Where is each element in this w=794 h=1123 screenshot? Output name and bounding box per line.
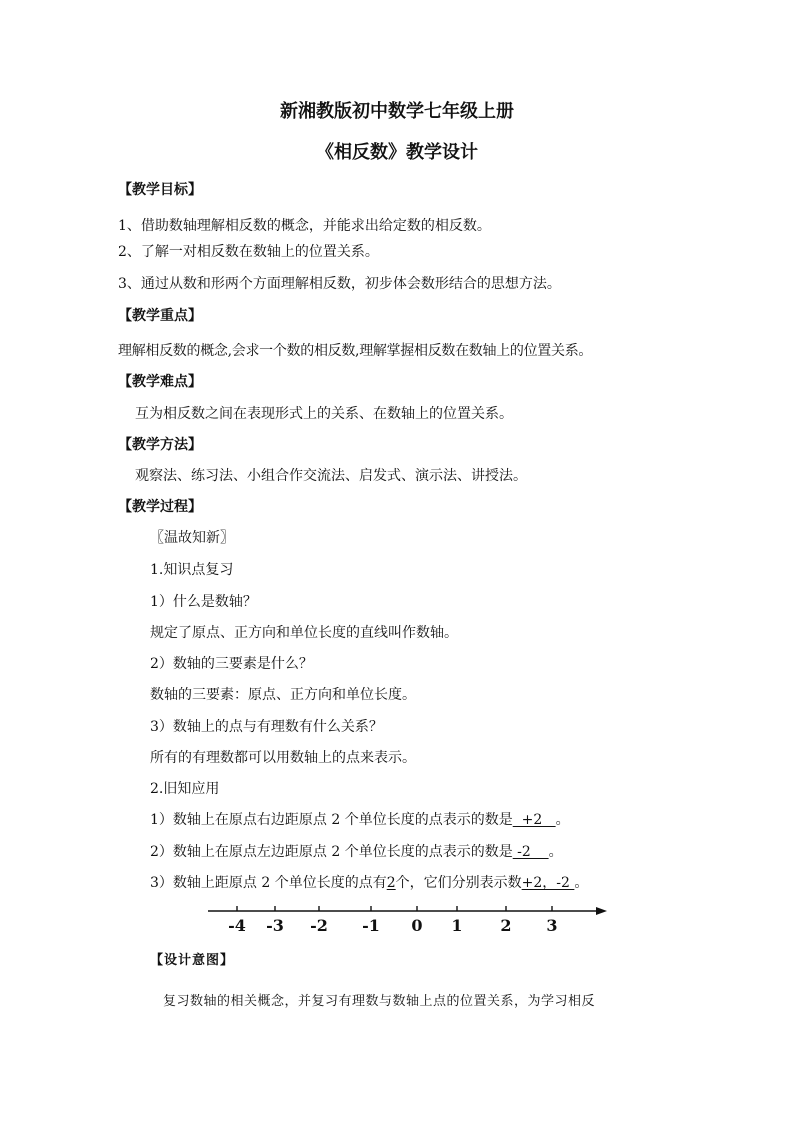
- exercise-3-values-answer: +2，-2: [521, 875, 575, 891]
- objectives-heading: 【教学目标】: [118, 182, 202, 198]
- exercise-2-answer: -2: [512, 844, 549, 860]
- exercise-3: [150, 874, 588, 892]
- number-line-tick-label: -2: [310, 916, 328, 935]
- number-line-tick-label: 2: [500, 916, 512, 935]
- document-title: 新湘教版初中数学七年级上册: [280, 101, 514, 122]
- number-line-tick-label: 0: [411, 916, 423, 935]
- answer-2: 数轴的三要素：原点、正方向和单位长度。: [150, 687, 416, 703]
- answer-1: 规定了原点、正方向和单位长度的直线叫作数轴。: [150, 625, 458, 641]
- exercise-3-middle: 个，它们分别表示数: [395, 875, 522, 891]
- exercise-1: [150, 811, 570, 829]
- objective-item-2: 2、了解一对相反数在数轴上的位置关系。: [118, 244, 379, 260]
- question-1: 1）什么是数轴？: [150, 594, 257, 610]
- number-line-arrow: [596, 907, 607, 915]
- document-subtitle: 《相反数》教学设计: [316, 142, 478, 163]
- number-line-tick-label: -3: [266, 916, 284, 935]
- number-line-tick-label: 3: [546, 916, 558, 935]
- exercise-3-end: 。: [574, 875, 589, 891]
- design-intent-text: 复习数轴的相关概念，并复习有理数与数轴上点的位置关系，为学习相反: [163, 994, 596, 1009]
- process-heading: 【教学过程】: [118, 499, 202, 515]
- difficulties-text: 互为相反数之间在表现形式上的关系、在数轴上的位置关系。: [135, 406, 513, 422]
- exercise-1-end: 。: [555, 812, 570, 828]
- exercise-2: [150, 843, 563, 861]
- objective-item-1: 1、借助数轴理解相反数的概念，并能求出给定数的相反数。: [118, 218, 491, 234]
- key-points-heading: 【教学重点】: [118, 308, 202, 324]
- question-3: 3）数轴上的点与有理数有什么关系？: [150, 719, 383, 735]
- apply-title: 2.旧知应用: [150, 781, 220, 797]
- number-line-tick-label: -1: [362, 916, 380, 935]
- design-intent-heading: 【设计意图】: [150, 953, 235, 968]
- exercise-3-count-answer: 2: [386, 875, 396, 891]
- question-2: 2）数轴的三要素是什么？: [150, 656, 313, 672]
- review-title: 1.知识点复习: [150, 562, 234, 578]
- exercise-2-end: 。: [548, 844, 563, 860]
- number-line: [205, 898, 615, 938]
- exercise-2-prompt: 2）数轴上在原点左边距原点 2 个单位长度的点表示的数是: [150, 844, 513, 860]
- methods-text: 观察法、练习法、小组合作交流法、启发式、演示法、讲授法。: [135, 468, 527, 484]
- exercise-3-prompt: 3）数轴上距原点 2 个单位长度的点有: [150, 875, 387, 891]
- objective-item-3: 3、通过从数和形两个方面理解相反数，初步体会数形结合的思想方法。: [118, 276, 561, 292]
- number-line-tick-label: -4: [228, 916, 246, 935]
- exercise-1-prompt: 1）数轴上在原点右边距原点 2 个单位长度的点表示的数是: [150, 812, 513, 828]
- methods-heading: 【教学方法】: [118, 437, 202, 453]
- section-label: 〖温故知新〗: [150, 530, 234, 546]
- difficulties-heading: 【教学难点】: [118, 374, 202, 390]
- exercise-1-answer: +2: [512, 812, 556, 828]
- answer-3: 所有的有理数都可以用数轴上的点来表示。: [150, 750, 416, 766]
- number-line-tick-label: 1: [451, 916, 463, 935]
- key-points-text: 理解相反数的概念,会求一个数的相反数,理解掌握相反数在数轴上的位置关系。: [118, 343, 593, 359]
